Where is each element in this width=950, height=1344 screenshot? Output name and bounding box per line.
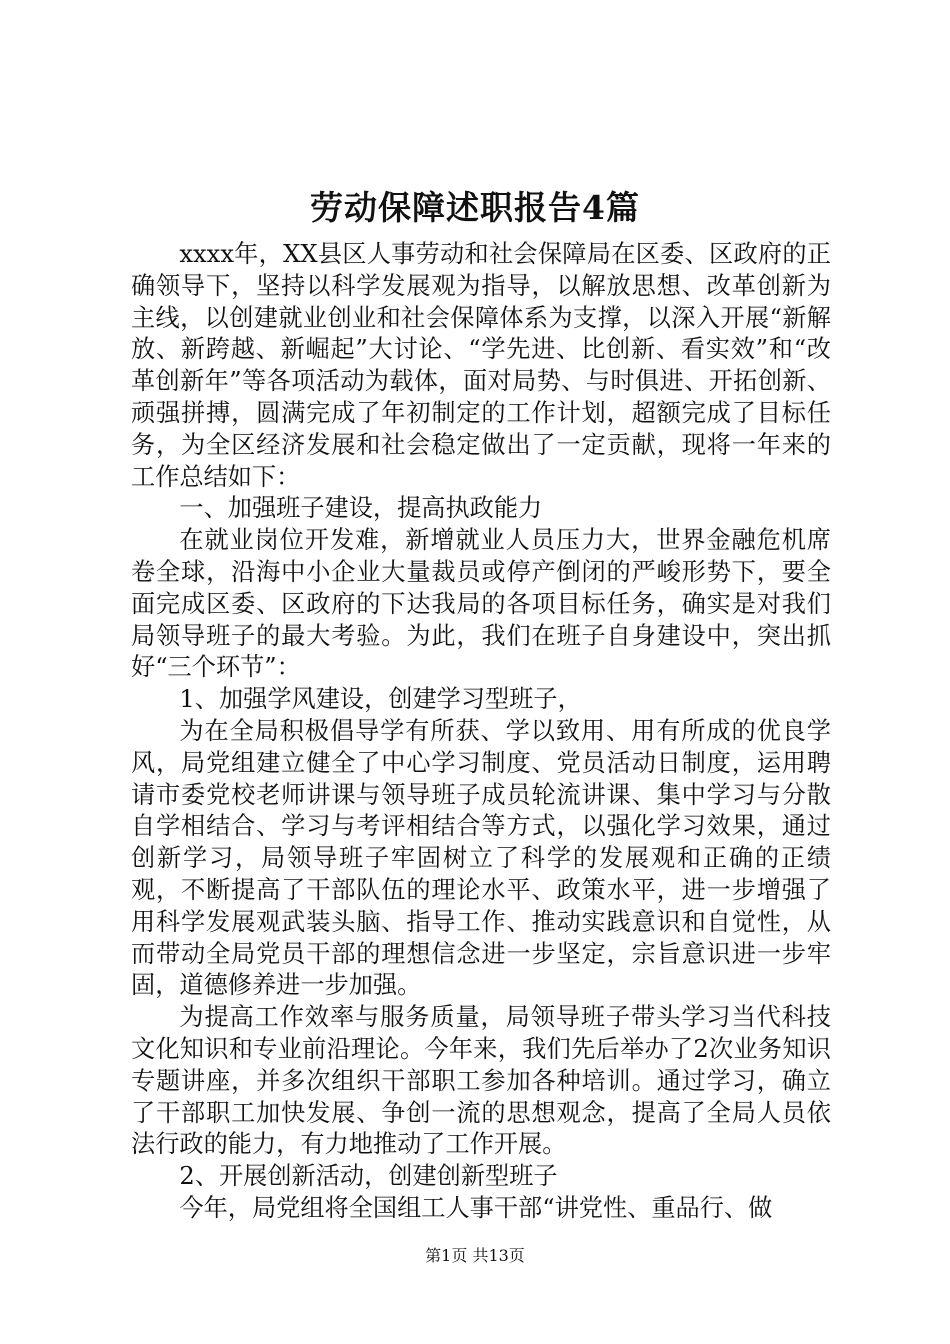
paragraph-efficiency: 为提高工作效率与服务质量，局领导班子带头学习当代科技文化知识和专业前沿理论。今年来，我们先后举办了2次业务知识专题讲座，并多次组织干部职工参加各种培训。通过学习，确立了干部职工加快发展、争创一流的思想观念，提高了全局人员依法行政的能力，有力地推动了工作开展。 [131, 1003, 831, 1159]
document-title: 劳动保障述职报告4篇 [310, 188, 640, 227]
paragraph-innovation: 今年，局党组将全国组工人事干部“讲党性、重品行、做 [179, 1193, 773, 1222]
subheading-1: 1、加强学风建设，创建学习型班子， [179, 685, 582, 714]
section-heading-1: 一、加强班子建设，提高执政能力 [179, 494, 543, 523]
page-number: 第1页 共13页 [425, 1246, 525, 1265]
subheading-2: 2、开展创新活动，创建创新型班子 [179, 1162, 558, 1191]
paragraph-section-1: 在就业岗位开发难，新增就业人员压力大，世界金融危机席卷全球，沿海中小企业大量裁员或停产倒闭的严峻形势下，要全面完成区委、区政府的下达我局的各项目标任务，确实是对我们局领导班子的最大考验。为此，我们在班子自身建设中，突出抓好“三个环节”： [131, 526, 831, 682]
paragraph-intro: xxxx年，XX县区人事劳动和社会保障局在区委、区政府的正确领导下，坚持以科学发展观为指导，以解放思想、改革创新为主线，以创建就业创业和社会保障体系为支撑，以深入开展“新解放、新跨越、新崛起”大讨论、“学先进、比创新、看实效”和“改革创新年”等各项活动为载体，面对局势、与时俱进、开拓创新、顽强拼搏，圆满完成了年初制定的工作计划，超额完成了目标任务，为全区经济发展和社会稳定做出了一定贡献，现将一年来的工作总结如下： [131, 240, 831, 491]
paragraph-study-style: 为在全局积极倡导学有所获、学以致用、用有所成的优良学风，局党组建立健全了中心学习制度、党员活动日制度，运用聘请市委党校老师讲课与领导班子成员轮流讲课、集中学习与分散自学相结合、学习与考评相结合等方式，以强化学习效果，通过创新学习，局领导班子牢固树立了科学的发展观和正确的正绩观，不断提高了干部队伍的理论水平、政策水平，进一步增强了用科学发展观武装头脑、指导工作、推动实践意识和自觉性，从而带动全局党员干部的理想信念进一步坚定，宗旨意识进一步牢固，道德修养进一步加强。 [131, 716, 831, 1000]
document-body [131, 239, 831, 1225]
